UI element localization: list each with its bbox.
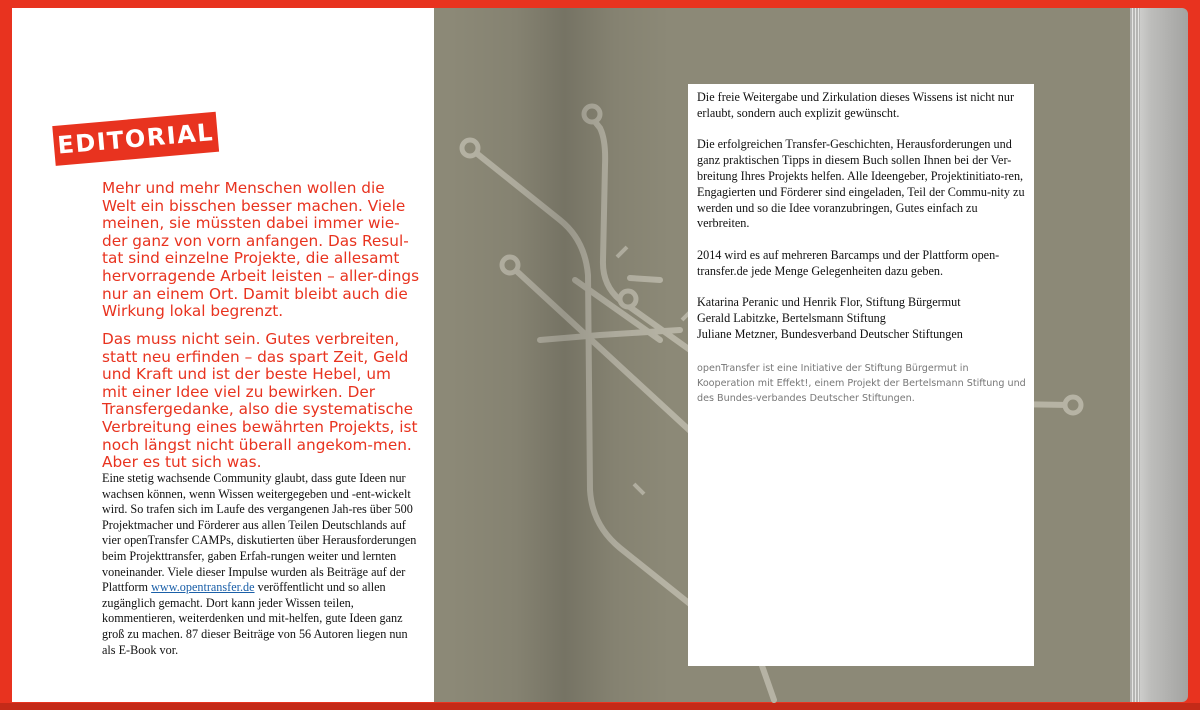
station-marker [502,257,518,273]
signature-line-3: Juliane Metzner, Bundesverband Deutscher Stiftungen [697,326,963,341]
card-paragraph-2: Die erfolgreichen Transfer-Geschichten, Herausforderungen und ganz praktischen Tipps in diesem Buch sollen Ihnen bei der Ver-breitung Ihres Projekts helfen. Alle Ideengeber, Projektinitiato-ren, Engagierten und Förderer sind eingeladen, Teil der Commu-nity zu werden und so die Idee voranzubringen, Gutes einfach zu verbreiten. [697,137,1025,231]
signature-line-1: Katarina Peranic und Henrik Flor, Stiftung Bürgermut [697,295,961,310]
station-marker [1065,397,1081,413]
lead-paragraph-2: Das muss nicht sein. Gutes verbreiten, statt neu erfinden – das spart Zeit, Geld und Kraft und ist der beste Hebel, um mit einer Idee viel zu bewirken. Der Transfergedanke, also die systematische Verbreitung eines bewährten Projekts, ist noch längst nicht überall angekom-men. Aber es tut sich was. [102,330,418,472]
initiative-note: openTransfer ist eine Initiative der Stiftung Bürgermut in Kooperation mit Effekt!, einem Projekt der Bertelsmann Stiftung und des Bundes-verbandes Deutscher Stiftungen. [697,363,1026,404]
station-marker [620,291,636,307]
station-marker [584,106,600,122]
card-paragraph-1: Die freie Weitergabe und Zirkulation dieses Wissens ist nicht nur erlaubt, sondern auch explizit gewünscht. [697,90,1015,120]
lead-paragraph-1: Mehr und mehr Menschen wollen die Welt ein bisschen besser machen. Viele meinen, sie müssten dabei immer wie-der ganz von vorn anfangen. Das Resul-tat sind einzelne Projekte, die allesamt hervorragende Arbeit leisten – aller-dings nur an einem Ort. Damit bleibt auch die Wirkung lokal begrenzt. [102,179,420,321]
body-text-part-2: veröffentlicht und so allen zugänglich gemacht. Dort kann jeder Wissen teilen, kommentieren, weiterdenken und mit-helfen, gute Ideen ganz groß zu machen. 87 dieser Beiträge von 56 Autoren liegen nun als E-Book vor. [102,580,408,657]
opentransfer-link[interactable]: www.opentransfer.de [151,580,255,595]
text-insert-card [688,84,1034,666]
card-text-block [697,90,1027,343]
card-paragraph-3: 2014 wird es auf mehreren Barcamps und der Plattform open-transfer.de jede Menge Gelegenheiten dazu geben. [697,247,1000,278]
body-text-part-1: Eine stetig wachsende Community glaubt, dass gute Ideen nur wachsen können, wenn Wissen weitergegeben und -ent-wickelt wird. So trafen sich im Laufe des vergangenen Jah-res über 500 Projektmacher und Förderer aus allen Teilen Deutschlands auf vier openTransfer CAMPs, diskutierten über Herausforderungen beim Projekttransfer, gaben Erfah-rungen weiter und lernten voneinander. Viele dieser Impulse wurden als Beiträge auf der Plattform [102,471,417,595]
editorial-banner: EDITORIAL [52,112,219,166]
station-marker [462,140,478,156]
signature-line-2: Gerald Labitzke, Bertelsmann Stiftung [697,311,886,326]
editorial-body-text [102,471,420,658]
